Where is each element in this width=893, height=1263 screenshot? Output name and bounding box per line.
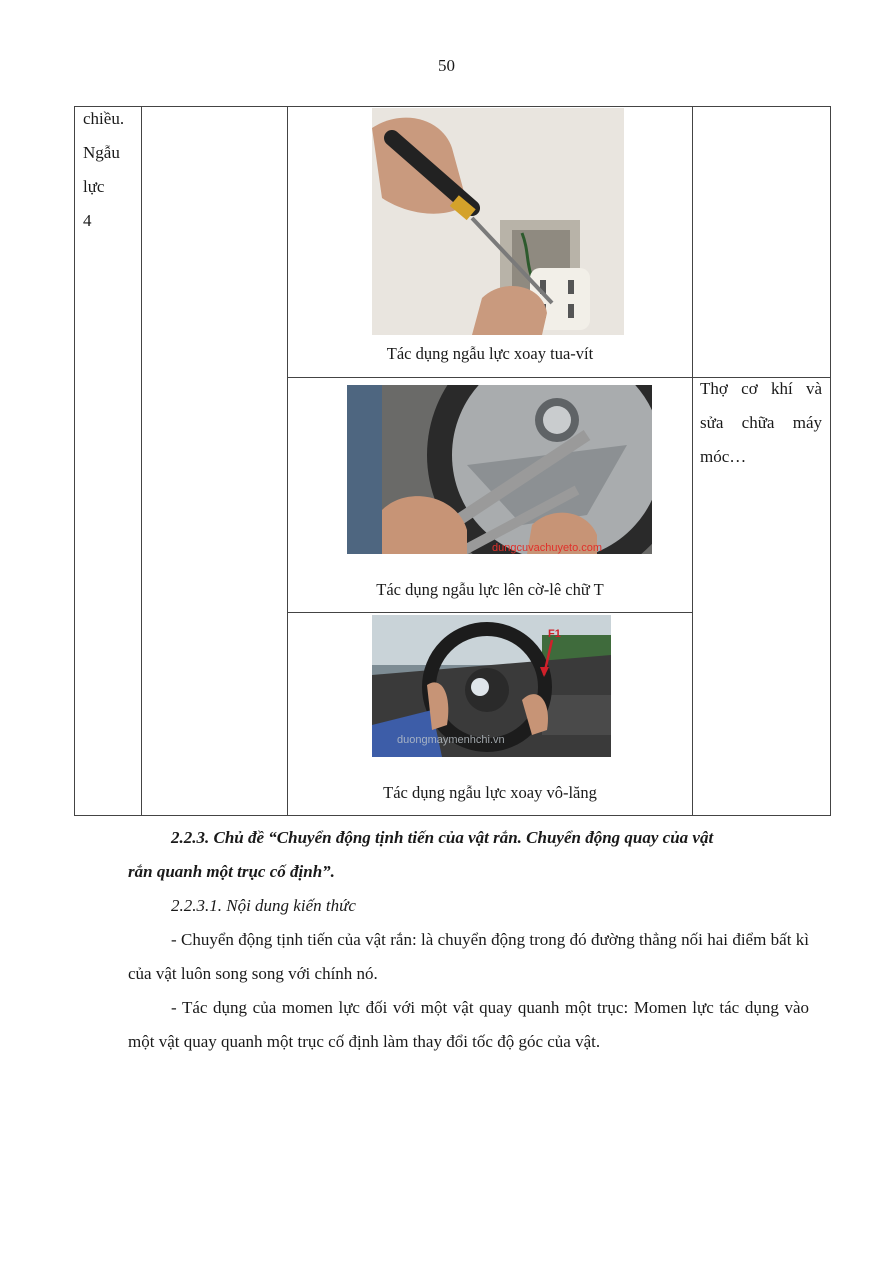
table-col-divider [692, 106, 693, 816]
t-wrench-photo [347, 385, 652, 554]
table-border-right [830, 106, 831, 816]
col1-line: 4 [83, 211, 92, 230]
table-border-left [74, 106, 75, 816]
paragraph: - Tác dụng của momen lực đối với một vật quay quanh một trục: Momen lực tác dụng vào một vật quay quanh một trục cố định làm thay đổi tốc độ góc của vật. [128, 998, 809, 1051]
table-border-bottom [74, 815, 831, 816]
row1-caption: Tác dụng ngẫu lực xoay tua-vít [386, 344, 594, 363]
col1-cell-text [83, 102, 124, 238]
table-col-divider [141, 106, 142, 816]
table-row-divider [287, 612, 693, 613]
section-body [128, 821, 809, 1059]
screwdriver-photo [372, 108, 624, 335]
col1-line: Ngẫu [83, 143, 120, 162]
steering-wheel-photo [372, 615, 611, 757]
t-wrench-watermark: dungcuvachuyeto.com [492, 542, 603, 554]
col4-cell-text [700, 372, 822, 474]
col4-line: móc… [700, 447, 747, 466]
col1-line: chiều. [83, 109, 125, 128]
row3-caption: Tác dụng ngẫu lực xoay vô-lăng [383, 783, 597, 802]
section-heading [128, 821, 809, 889]
steering-wheel-watermark: duongmaymenhchi.vn [397, 734, 505, 746]
section-heading-line1: 2.2.3. Chủ đề “Chuyển động tịnh tiến của vật rắn. Chuyển động quay của vật [171, 828, 714, 847]
table-col-divider [287, 106, 288, 816]
col4-line: Thợ cơ khí và [700, 379, 822, 398]
paragraph: - Chuyển động tịnh tiến của vật rắn: là chuyển động trong đó đường thẳng nối hai điểm bất kì của vật luôn song song với chính nó. [128, 930, 809, 983]
col4-line: sửa chữa máy [700, 413, 822, 432]
section-heading-line2: rắn quanh một trục cố định”. [128, 862, 335, 881]
table-border-top [74, 106, 831, 107]
force-label-f1: F1 [548, 628, 561, 640]
col1-line: lực [83, 177, 105, 196]
subsection-heading: 2.2.3.1. Nội dung kiến thức [171, 896, 356, 915]
row2-caption: Tác dụng ngẫu lực lên cờ-lê chữ T [376, 580, 604, 599]
page-number: 50 [438, 56, 455, 75]
